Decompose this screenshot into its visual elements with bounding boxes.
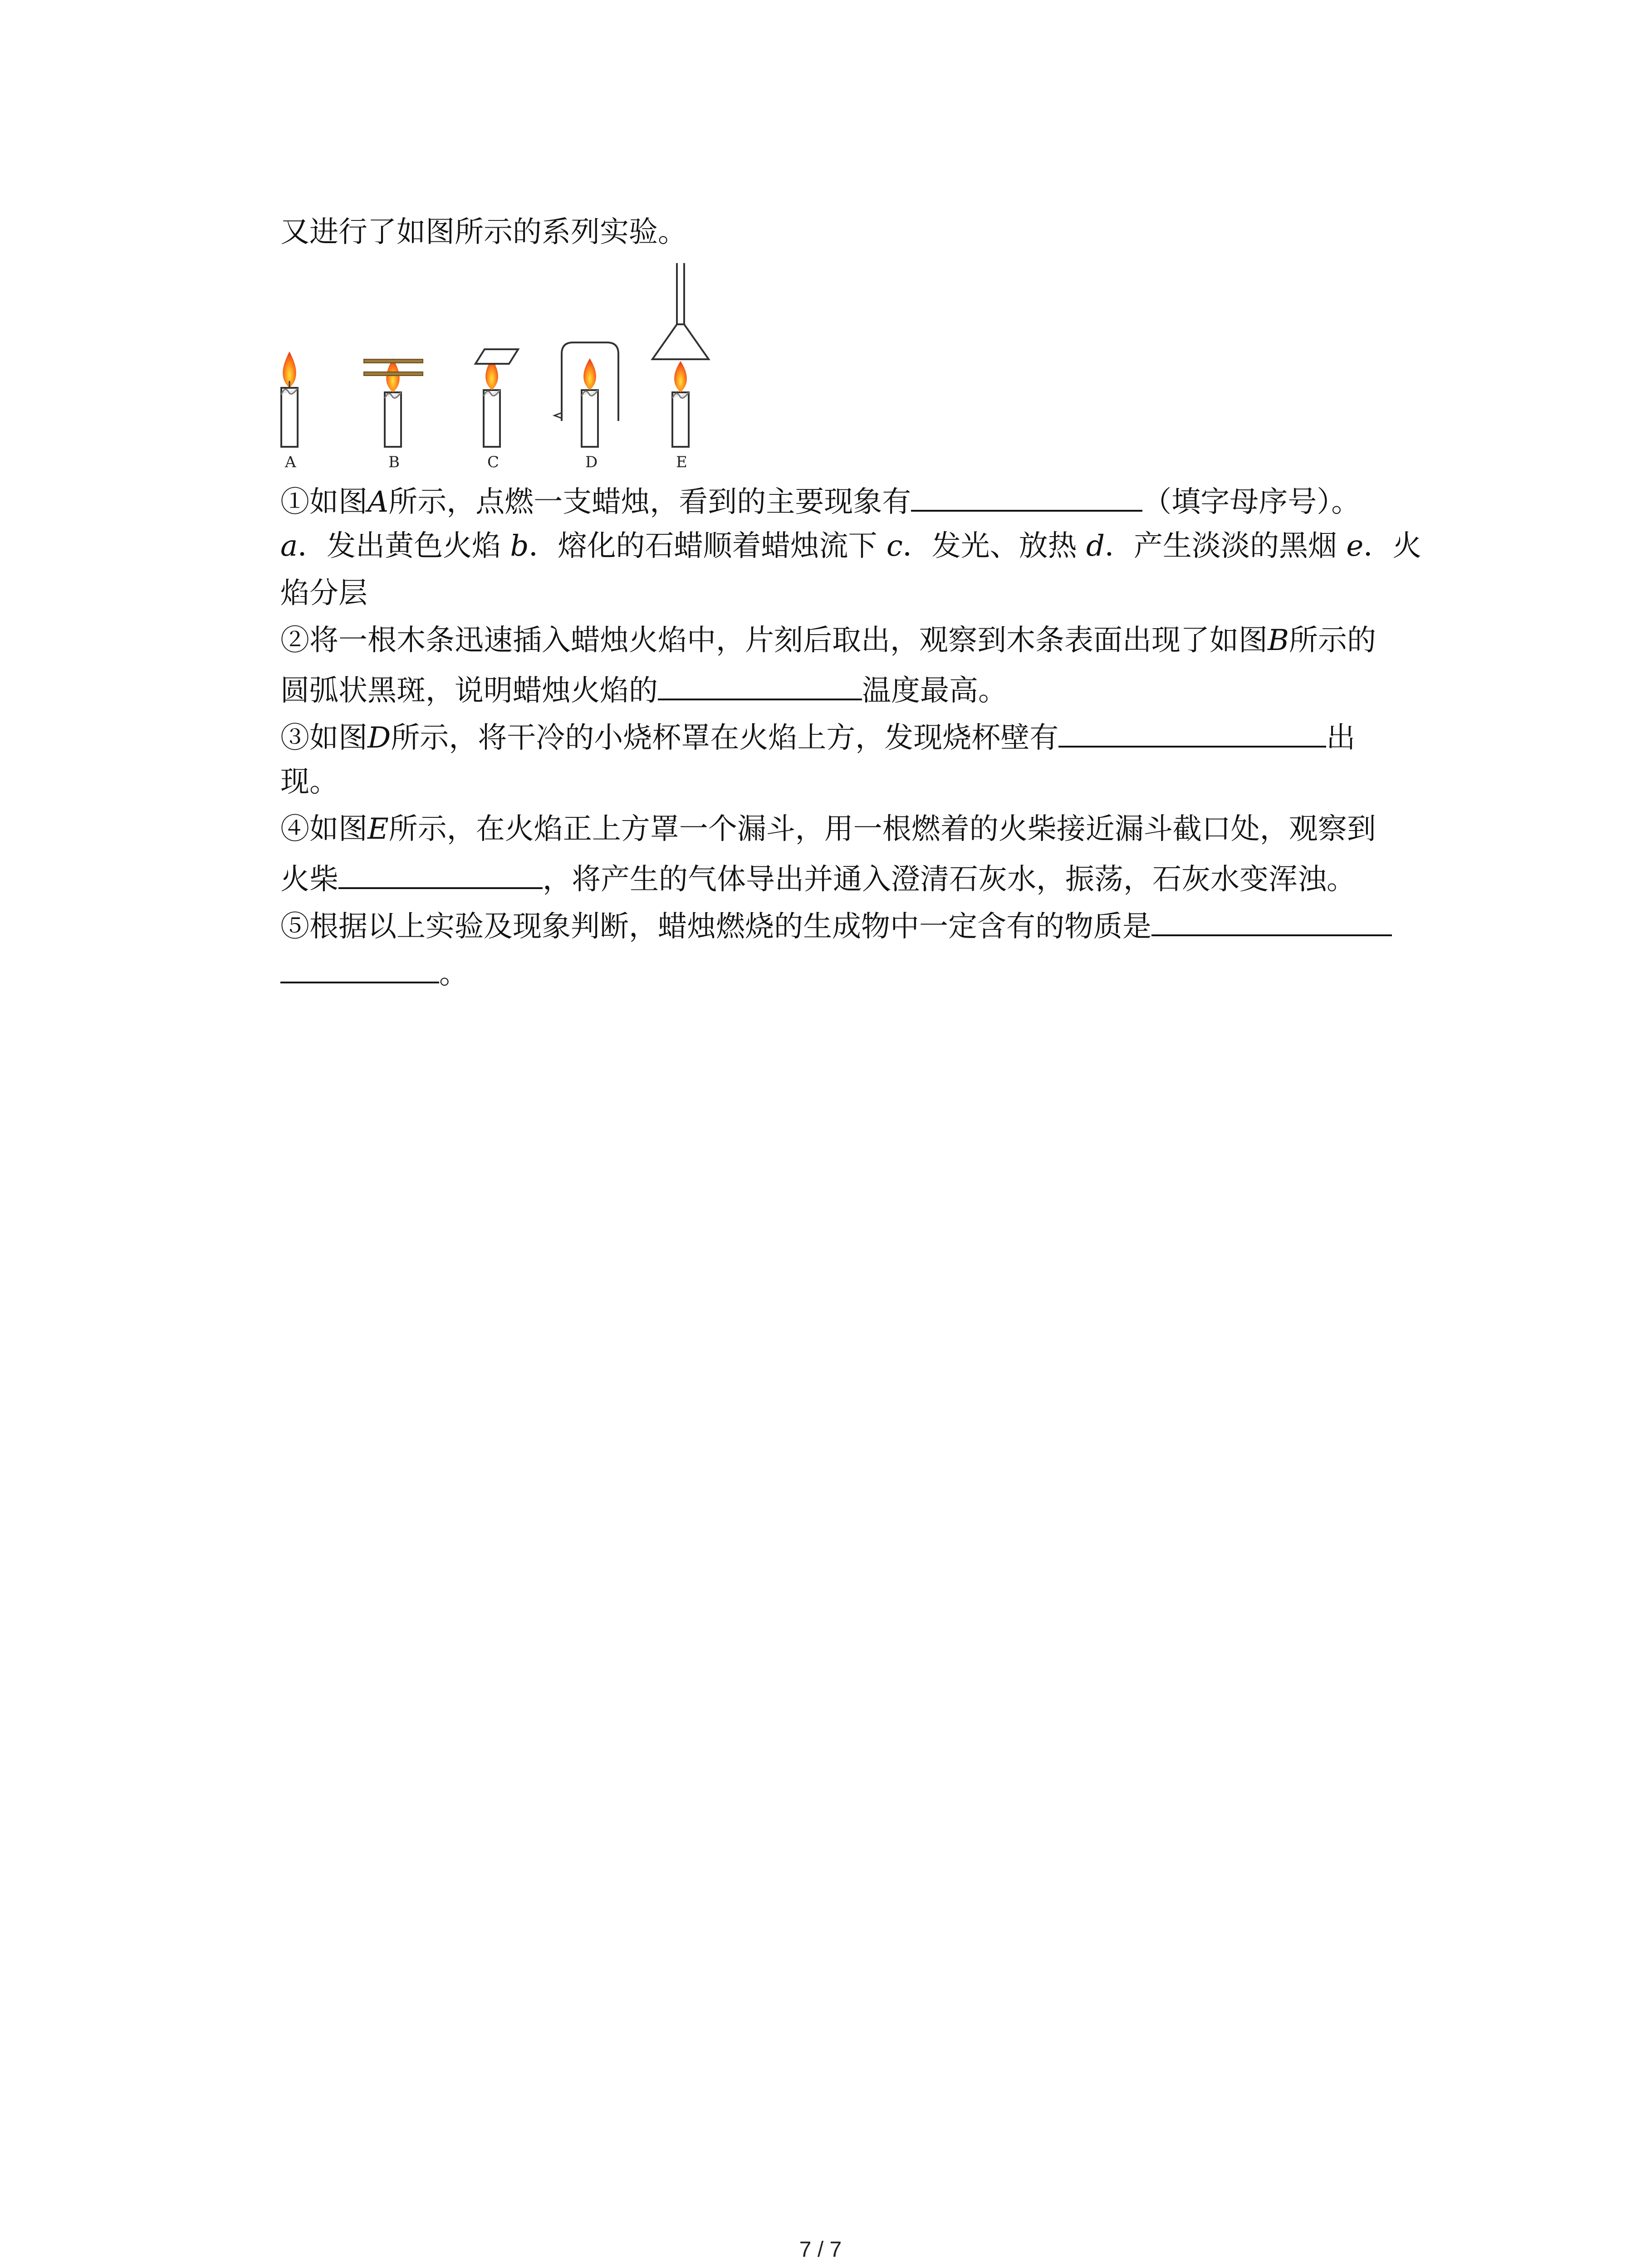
q2-text-cont: 圆弧状黑斑，说明蜡烛火焰的 bbox=[280, 674, 658, 708]
q2-text: ②将一根木条迅速插入蜡烛火焰中，片刻后取出，观察到木条表面出现了如图 bbox=[280, 624, 1268, 657]
candle-b bbox=[364, 358, 423, 447]
q1-figure-ref: A bbox=[367, 485, 389, 519]
q1-option-e-letter: e bbox=[1346, 529, 1364, 563]
q3-text-end: 出 bbox=[1326, 721, 1356, 755]
question-2 bbox=[280, 622, 1376, 659]
q5-end: 。 bbox=[439, 957, 468, 991]
figure-label-e: E bbox=[676, 453, 687, 471]
q1-option-c-letter: c bbox=[886, 529, 903, 563]
q3-text-cont: 现。 bbox=[280, 765, 338, 799]
intro-text bbox=[280, 214, 687, 250]
q1-option-a-letter: a bbox=[280, 529, 298, 563]
q4-text-end: ，将产生的气体导出并通入澄清石灰水，振荡，石灰水变浑浊。 bbox=[543, 863, 1356, 896]
candle-a bbox=[281, 352, 298, 447]
q4-text: 所示，在火焰正上方罩一个漏斗，用一根燃着的火柴接近漏斗截口处，观察到 bbox=[388, 812, 1376, 846]
q5-answer-blank-2[interactable] bbox=[280, 953, 439, 983]
q3-figure-ref: D bbox=[367, 721, 391, 755]
q2-figure-ref: B bbox=[1268, 624, 1289, 657]
q1-option-b-letter: b bbox=[510, 529, 529, 563]
question-1-options-cont bbox=[280, 575, 367, 611]
figure-label-a: A bbox=[285, 453, 296, 471]
q5-answer-blank-1[interactable] bbox=[1151, 905, 1392, 936]
candle-experiment-figure bbox=[268, 259, 776, 485]
figure-label-d: D bbox=[585, 453, 598, 471]
q1-option-c-text: ．发光、放热 bbox=[902, 529, 1077, 563]
q4-text-cont: 火柴 bbox=[280, 863, 338, 896]
page-number: 7 / 7 bbox=[799, 2238, 842, 2262]
q1-suffix: （填字母序号）。 bbox=[1142, 485, 1361, 519]
question-5 bbox=[280, 905, 1392, 945]
candle-d bbox=[554, 342, 618, 447]
question-1-options bbox=[280, 528, 1421, 564]
q1-option-e-continuation: 焰分层 bbox=[280, 577, 367, 610]
q1-option-d-text: ．产生淡淡的黑烟 bbox=[1104, 529, 1337, 563]
q1-option-b-text: ．熔化的石蜡顺着蜡烛流下 bbox=[529, 529, 877, 563]
candle-c bbox=[475, 349, 518, 447]
q2-suffix: 温度最高。 bbox=[862, 674, 1007, 708]
q4-prefix: ④如图 bbox=[280, 812, 367, 846]
intro-sentence: 又进行了如图所示的系列实验。 bbox=[280, 215, 687, 249]
candle-e bbox=[652, 263, 709, 447]
q4-figure-ref: E bbox=[367, 812, 389, 846]
question-2-cont bbox=[280, 670, 1007, 709]
figure-label-b: B bbox=[388, 453, 400, 471]
q1-option-e-text: ．火 bbox=[1363, 529, 1422, 563]
q4-answer-blank[interactable] bbox=[338, 858, 543, 889]
q1-option-d-letter: d bbox=[1086, 529, 1105, 563]
q1-prefix: ①如图 bbox=[280, 485, 367, 519]
q3-prefix: ③如图 bbox=[280, 721, 367, 755]
question-3-cont bbox=[280, 764, 338, 800]
q3-text: 所示，将干冷的小烧杯罩在火焰上方，发现烧杯壁有 bbox=[391, 721, 1059, 755]
q2-text-end: 所示的 bbox=[1289, 624, 1376, 657]
question-1 bbox=[280, 481, 1360, 520]
q1-option-a-text: ．发出黄色火焰 bbox=[298, 529, 501, 563]
question-4-cont bbox=[280, 858, 1356, 898]
question-5-cont bbox=[280, 953, 468, 992]
q2-answer-blank[interactable] bbox=[658, 670, 862, 700]
question-4 bbox=[280, 811, 1376, 847]
question-3 bbox=[280, 717, 1355, 756]
q5-text: ⑤根据以上实验及现象判断，蜡烛燃烧的生成物中一定含有的物质是 bbox=[280, 910, 1151, 943]
q1-answer-blank[interactable] bbox=[911, 481, 1142, 512]
q3-answer-blank[interactable] bbox=[1058, 717, 1326, 748]
q1-text: 所示，点燃一支蜡烛，看到的主要现象有 bbox=[388, 485, 911, 519]
figure-label-c: C bbox=[487, 453, 500, 471]
